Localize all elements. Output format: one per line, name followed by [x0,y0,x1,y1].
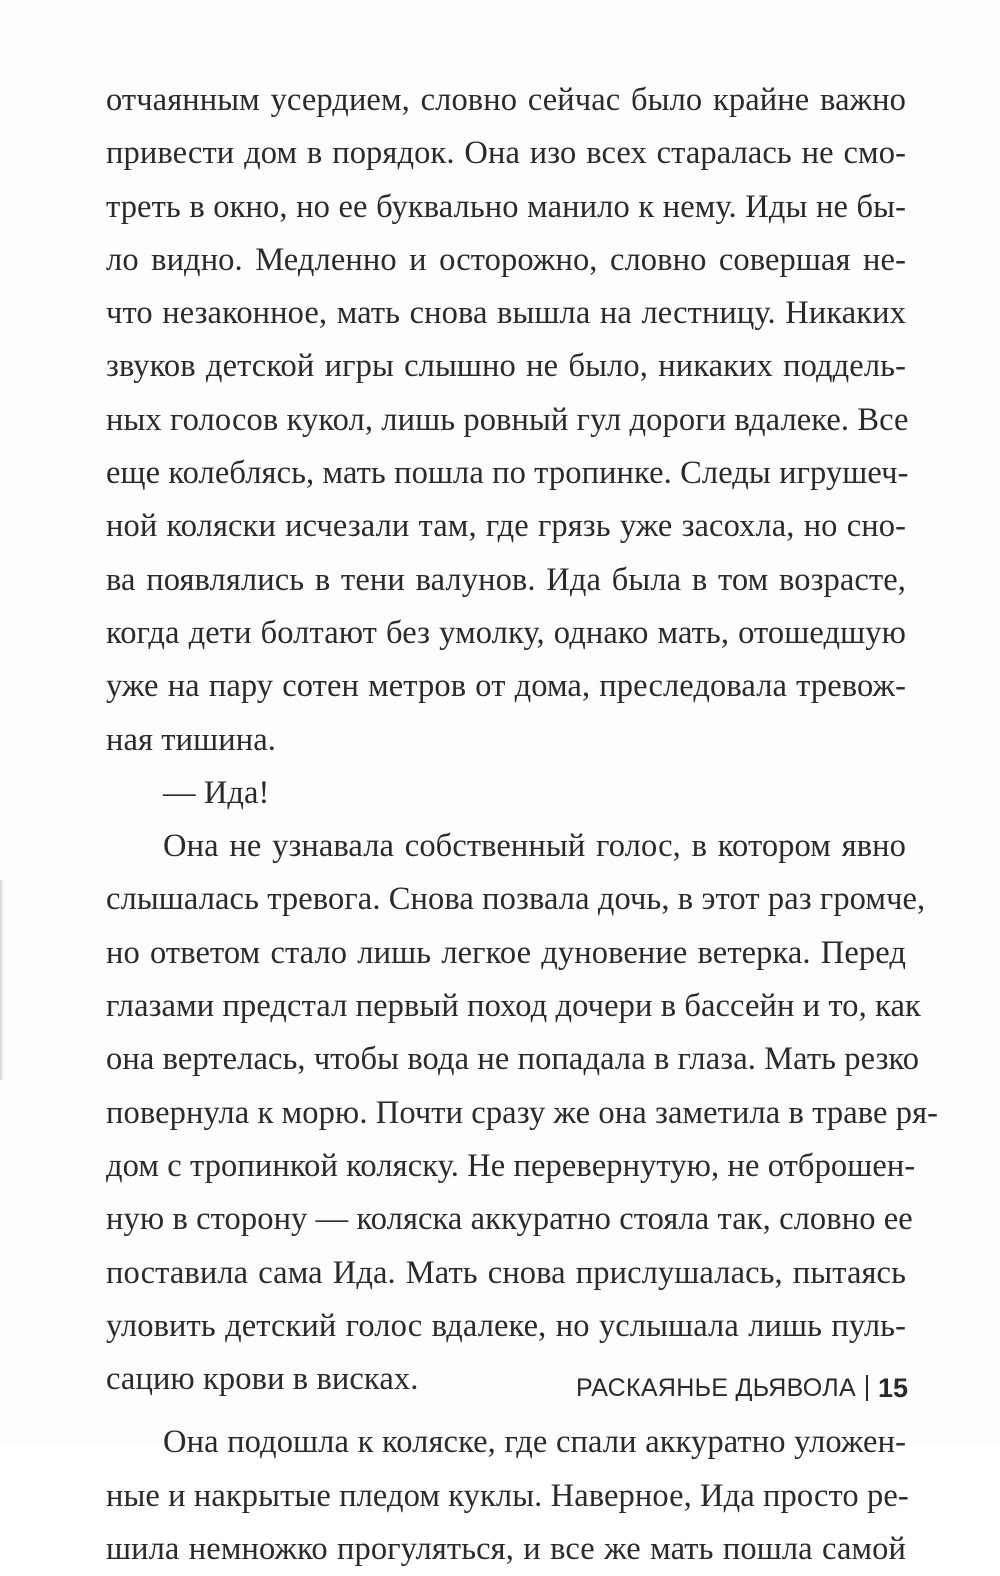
text-line: звуков детской игры слышно не было, никаких поддель- [106,348,906,385]
footer-separator [866,1375,868,1401]
page-edge-shadow [0,880,4,1080]
text-line: Она не узнавала собственный голос, в котором явно [163,828,906,865]
text-line: слышалась тревога. Снова позвала дочь, в этот раз громче, [106,881,926,918]
text-line: поставила сама Ида. Мать снова прислушалась, пытаясь [106,1254,906,1291]
text-line: ных голосов кукол, лишь ровный гул дороги вдалеке. Все [106,401,909,438]
text-line: ные и накрытые пледом куклы. Наверное, Ида просто ре- [106,1477,909,1514]
text-line: уже на пару сотен метров от дома, преследовала тревож- [106,668,906,705]
text-line: ло видно. Медленно и осторожно, словно совершая не- [106,241,906,278]
page-number: 15 [877,1372,908,1403]
text-line: ная тишина. [106,721,276,758]
text-line: уловить детский голос вдалеке, но услышала лишь пуль- [106,1307,906,1344]
text-line: шила немножко прогуляться, и все же мать пошла самой [106,1531,906,1568]
text-line: привести дом в порядок. Она изо всех старалась не смо- [106,135,906,172]
text-line: ной коляски исчезали там, где грязь уже засохла, но сно- [106,508,906,545]
text-line: глазами предстал первый поход дочери в бассейн и то, как [106,988,921,1025]
text-line: треть в окно, но ее буквально манило к нему. Иды не бы- [106,188,906,225]
text-line: отчаянным усердием, словно сейчас было крайне важно [106,82,906,118]
dialogue-line: — Ида! [163,774,270,811]
body-text [106,74,939,1576]
text-line: сацию крови в висках. [106,1361,419,1398]
text-line: ную в сторону — коляска аккуратно стояла так, словно ее [106,1201,913,1238]
text-line: ва появлялись в тени валунов. Ида была в том возрасте, [106,561,906,598]
text-line: еще колеблясь, мать пошла по тропинке. Следы игрушеч- [106,455,909,492]
page-footer [576,1370,908,1406]
paragraph-gap [106,1406,906,1416]
text-line: она вертелась, чтобы вода не попадала в глаза. Мать резко [106,1041,920,1078]
text-line: повернула к морю. Почти сразу же она заметила в траве ря- [106,1094,939,1131]
running-title: РАСКАЯНЬЕ ДЬЯВОЛА [575,1373,856,1402]
text-line: дом с тропинкой коляску. Не перевернутую, не отброшен- [106,1147,916,1184]
text-line: Она подошла к коляске, где спали аккуратно уложен- [163,1424,906,1461]
text-line: когда дети болтают без умолку, однако мать, отошедшую [106,614,906,651]
text-line: что незаконное, мать снова вышла на лестницу. Никаких [106,295,906,332]
text-line: но ответом стало лишь легкое дуновение ветерка. Перед [106,934,906,971]
